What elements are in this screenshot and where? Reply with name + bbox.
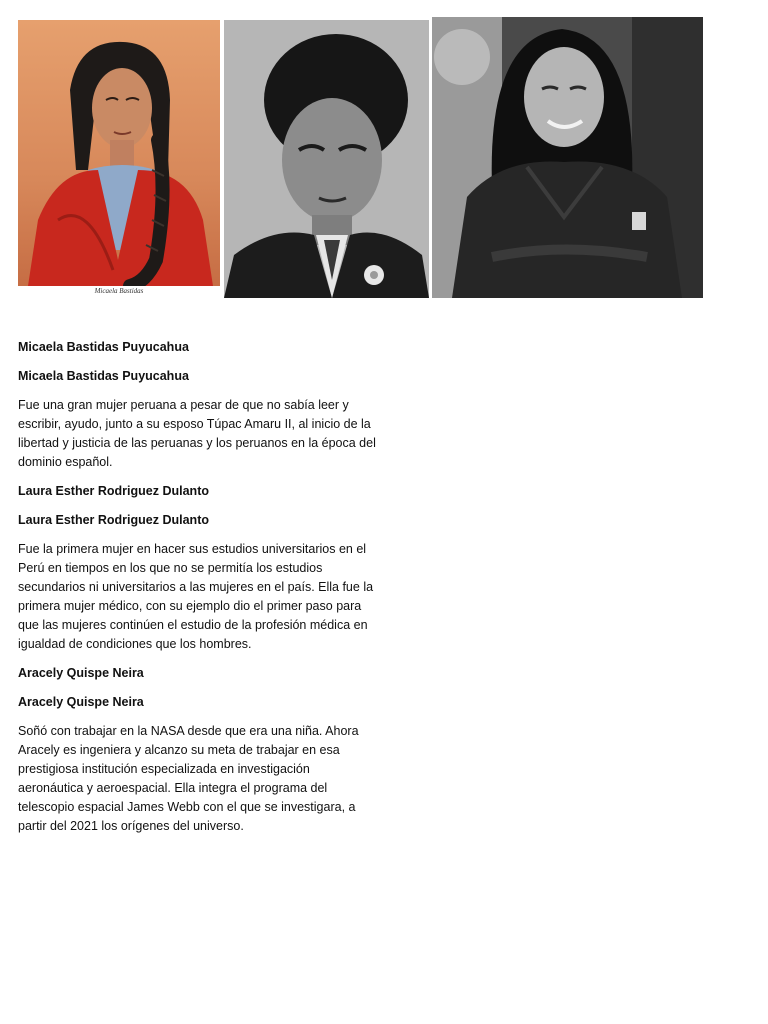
section-body: Fue una gran mujer peruana a pesar de que no sabía leer y escribir, ayudo, junto a su esposo Túpac Amaru II, al inicio de la libertad y justicia de las peruanas y los peruanos en la época del dominio español. — [18, 398, 376, 469]
section-body: Soñó con trabajar en la NASA desde que era una niña. Ahora Aracely es ingeniera y alcanzo su meta de trabajar en esa prestigiosa institución especializada en investigación aeronáutica y aeroespacial. Ella integra el programa del telescopio espacial James Webb con el que se investigara, a partir del 2021 los orígenes del universo. — [18, 724, 359, 833]
painted-portrait-illustration — [18, 20, 220, 298]
section-heading: Laura Esther Rodriguez Dulanto — [18, 484, 209, 498]
section-subheading: Laura Esther Rodriguez Dulanto — [18, 513, 209, 527]
section-heading: Micaela Bastidas Puyucahua — [18, 340, 189, 354]
vintage-photo-illustration — [224, 20, 429, 298]
portrait-laura-rodriguez-image — [224, 20, 429, 298]
section-subheading: Aracely Quispe Neira — [18, 695, 144, 709]
modern-photo-illustration — [432, 17, 703, 298]
section-body: Fue la primera mujer en hacer sus estudios universitarios en el Perú en tiempos en los que no se permitía los estudios secundarios ni universitarios a las mujeres en el país. Ella fue la primera mujer médico, con su ejemplo dio el primer paso para que las mujeres continúen el estudio de la profesión médica en igualdad de condiciones que los hombres. — [18, 542, 374, 651]
section-subheading: Micaela Bastidas Puyucahua — [18, 369, 189, 383]
document-body — [18, 338, 378, 846]
portrait-micaela-bastidas-image — [18, 20, 220, 298]
portrait-aracely-quispe-image — [432, 17, 703, 298]
section-heading: Aracely Quispe Neira — [18, 666, 144, 680]
image-caption: Micaela Bastidas — [94, 287, 144, 295]
